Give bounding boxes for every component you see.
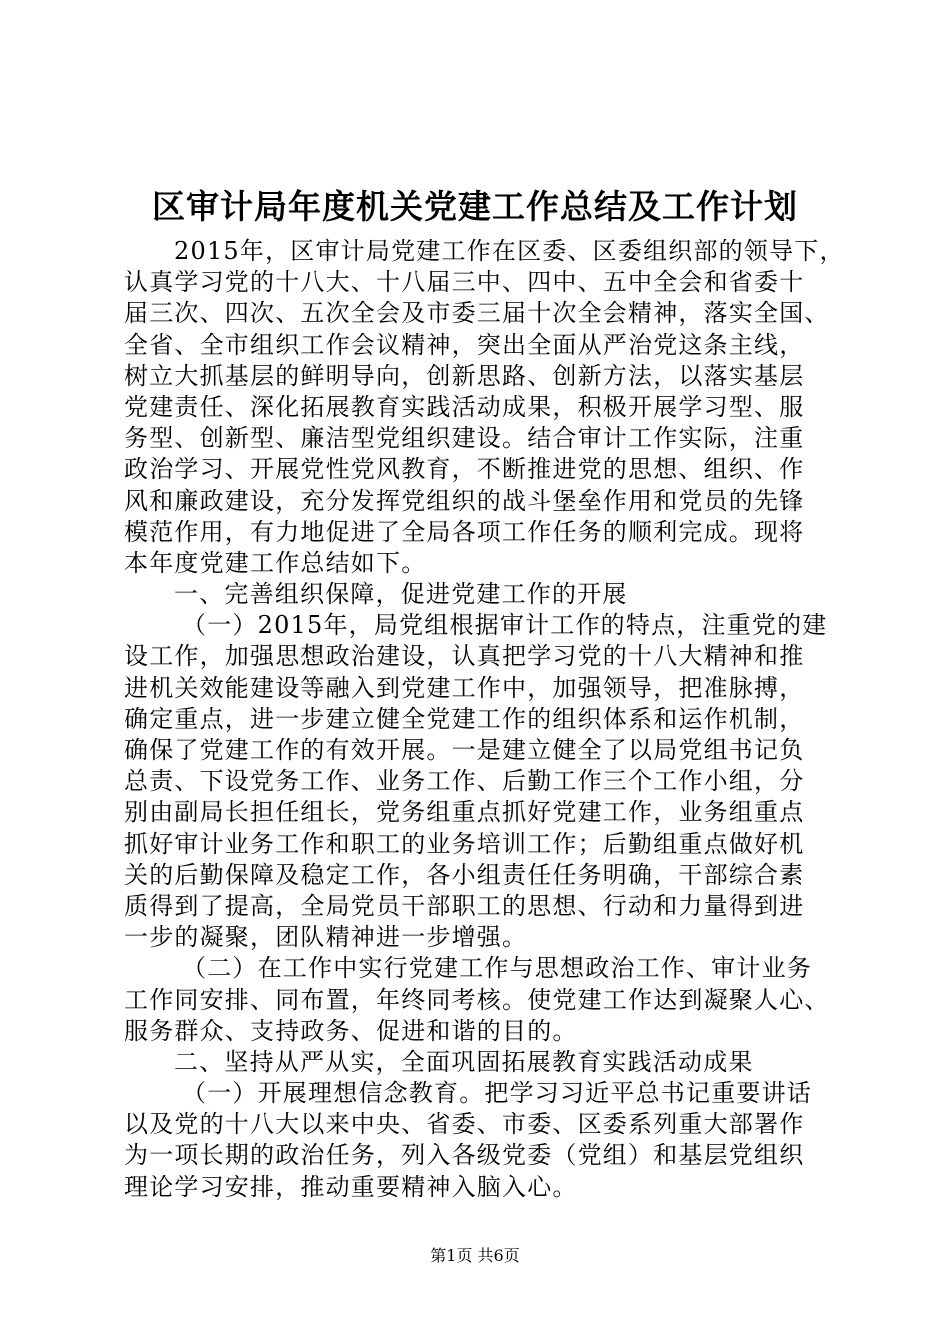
body-line: （二）在工作中实行党建工作与思想政治工作、审计业务 — [182, 954, 812, 983]
document-title: 区审计局年度机关党建工作总结及工作计划 — [152, 187, 798, 226]
body-line: 确定重点，进一步建立健全党建工作的组织体系和运作机制， — [124, 704, 805, 733]
body-line: 党建责任、深化拓展教育实践活动成果，积极开展学习型、服 — [124, 392, 805, 421]
body-line: 关的后勤保障及稳定工作，各小组责任任务明确，干部综合素 — [124, 860, 805, 889]
body-line: 抓好审计业务工作和职工的业务培训工作；后勤组重点做好机 — [124, 829, 805, 858]
body-line: （一）2015年，局党组根据审计工作的特点，注重党的建 — [182, 611, 828, 640]
section-heading: 二、坚持从严从实，全面巩固拓展教育实践活动成果 — [174, 1047, 754, 1076]
body-line: （一）开展理想信念教育。把学习习近平总书记重要讲话 — [182, 1079, 812, 1108]
body-line: 本年度党建工作总结如下。 — [124, 548, 427, 577]
body-line: 工作同安排、同布置，年终同考核。使党建工作达到凝聚人心、 — [124, 985, 830, 1014]
body-line: 别由副局长担任组长，党务组重点抓好党建工作，业务组重点 — [124, 798, 805, 827]
body-line: 服务群众、支持政务、促进和谐的目的。 — [124, 1016, 578, 1045]
page-number-footer: 第1页 共6页 — [430, 1246, 520, 1265]
body-line: 一步的凝聚，团队精神进一步增强。 — [124, 923, 528, 952]
body-line: 模范作用，有力地促进了全局各项工作任务的顺利完成。现将 — [124, 517, 805, 546]
section-heading: 一、完善组织保障，促进党建工作的开展 — [174, 580, 628, 609]
body-line: 为一项长期的政治任务，列入各级党委（党组）和基层党组织 — [124, 1141, 805, 1170]
body-line: 届三次、四次、五次全会及市委三届十次全会精神，落实全国、 — [124, 299, 830, 328]
body-line: 政治学习、开展党性党风教育，不断推进党的思想、组织、作 — [124, 455, 805, 484]
body-line: 风和廉政建设，充分发挥党组织的战斗堡垒作用和党员的先锋 — [124, 486, 805, 515]
body-line: 以及党的十八大以来中央、省委、市委、区委系列重大部署作 — [124, 1110, 805, 1139]
document-body — [124, 236, 864, 1203]
body-line: 树立大抓基层的鲜明导向，创新思路、创新方法，以落实基层 — [124, 361, 805, 390]
body-line: 进机关效能建设等融入到党建工作中，加强领导，把准脉搏， — [124, 673, 805, 702]
body-line: 务型、创新型、廉洁型党组织建设。结合审计工作实际，注重 — [124, 424, 805, 453]
body-line: 认真学习党的十八大、十八届三中、四中、五中全会和省委十 — [124, 268, 805, 297]
body-line: 确保了党建工作的有效开展。一是建立健全了以局党组书记负 — [124, 736, 805, 764]
body-line: 设工作，加强思想政治建设，认真把学习党的十八大精神和推 — [124, 642, 805, 671]
body-line: 理论学习安排，推动重要精神入脑入心。 — [124, 1172, 578, 1201]
body-line: 全省、全市组织工作会议精神，突出全面从严治党这条主线， — [124, 330, 805, 359]
body-line: 质得到了提高，全局党员干部职工的思想、行动和力量得到进 — [124, 891, 805, 920]
body-line: 2015年，区审计局党建工作在区委、区委组织部的领导下， — [174, 237, 845, 265]
body-line: 总责、下设党务工作、业务工作、后勤工作三个工作小组，分 — [124, 767, 805, 796]
